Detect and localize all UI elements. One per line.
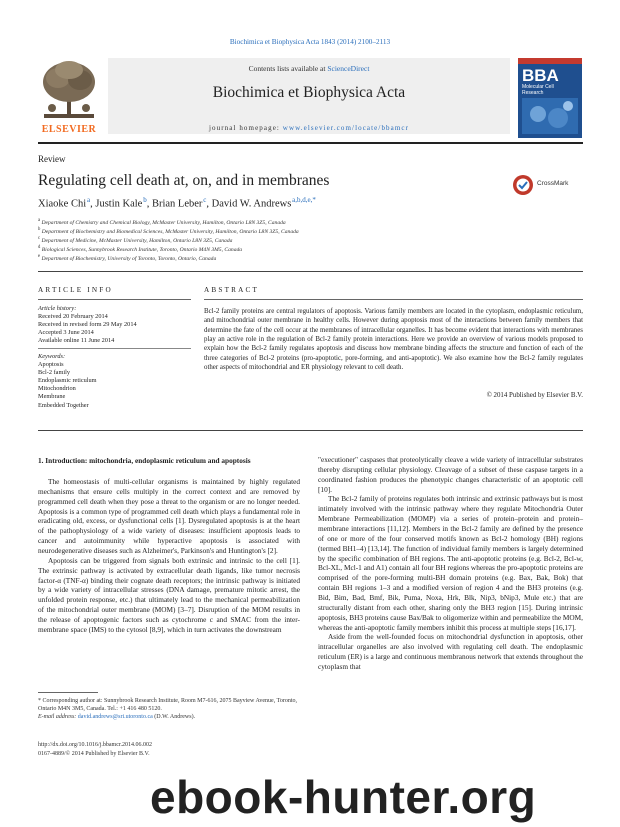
email-line xyxy=(38,713,300,721)
journal-citation[interactable]: Biochimica et Biophysica Acta 1843 (2014) 2100–2113 xyxy=(229,38,391,46)
bba-cover-subtitle-1: Molecular Cell xyxy=(522,84,554,90)
affiliation-sup: e xyxy=(38,254,41,259)
abstract-heading: ABSTRACT xyxy=(204,286,260,294)
abstract-copyright: © 2014 Published by Elsevier B.V. xyxy=(486,392,583,399)
affiliation-sup: b xyxy=(38,227,41,232)
author-name[interactable]: Brian Leber xyxy=(151,198,203,210)
homepage-prefix: journal homepage: xyxy=(208,124,283,132)
masthead-divider xyxy=(38,142,583,144)
issn-line: 0167-4889/© 2014 Published by Elsevier B.V. xyxy=(38,751,150,757)
affiliation-text: Biological Sciences, Sunnybrook Research Institute, Toronto, Ontario M4N 3M5, Canada xyxy=(41,246,243,253)
homepage-link[interactable]: www.elsevier.com/locate/bbamcr xyxy=(282,124,410,132)
author-name[interactable]: David W. Andrews xyxy=(211,198,292,210)
keyword-item: Mitochondrion xyxy=(38,385,76,393)
body-right-column xyxy=(318,455,583,672)
section-title: 1. Introduction: mitochondria, endoplasmic reticulum and apoptosis xyxy=(38,456,251,465)
info-separator xyxy=(38,348,191,349)
affiliation-text: Department of Biochemistry and Biomedical Sciences, McMaster University, Hamilton, Ontario L8N 3Z5, Canada xyxy=(41,228,299,235)
affiliation-sup: c xyxy=(38,236,41,241)
author-name[interactable]: Justin Kale xyxy=(95,198,143,210)
elsevier-wordmark: ELSEVIER xyxy=(41,124,97,135)
affiliation-text: Department of Chemistry and Chemical Biology, McMaster University, Hamilton, Ontario L8N 3Z5, Canada xyxy=(41,219,286,226)
bba-cover-subtitle-2: Research xyxy=(522,90,544,96)
crossmark-icon xyxy=(512,174,534,196)
affiliation xyxy=(38,245,242,253)
affiliation-sup: d xyxy=(38,245,41,250)
bba-cover-title: BBA xyxy=(522,66,559,85)
header-divider xyxy=(38,271,583,272)
keyword-item: Embedded Together xyxy=(38,401,89,409)
masthead-center xyxy=(108,58,510,134)
email-suffix: (D.W. Andrews). xyxy=(152,714,196,720)
journal-homepage xyxy=(108,124,510,132)
author-affil-sup[interactable]: c xyxy=(203,196,207,204)
affiliation-text: Department of Biochemistry, University of Toronto, Toronto, Ontario, Canada xyxy=(41,255,217,262)
journal-cover xyxy=(518,58,582,138)
journal-masthead xyxy=(38,58,583,138)
author-affil-sup[interactable]: b xyxy=(143,196,147,204)
affiliation xyxy=(38,227,299,235)
crossmark-label: CrossMark xyxy=(537,180,569,187)
email-label: E-mail address: xyxy=(38,714,78,720)
doi-link[interactable]: http://dx.doi.org/10.1016/j.bbamcr.2014.06.002 xyxy=(38,742,153,748)
sciencedirect-link[interactable]: ScienceDirect xyxy=(327,64,370,73)
watermark-text: ebook-hunter.org xyxy=(150,771,537,823)
history-item: Available online 11 June 2014 xyxy=(38,337,115,345)
body-paragraph: "executioner" caspases that proteolytically cleave a wide variety of intracellular substrates thereby disrupting cellular physiology. Cleavage of a subset of these caspase targets in a coordinated fashion produces the phenotypic changes characteristic of an apoptotic cell [10]. xyxy=(318,455,583,494)
body-paragraph: The homeostasis of multi-cellular organisms is maintained by highly regulated mechanisms that ensure cells multiply in the correct context and are removed by programmed cell death when they pose a threat to the organism or are no longer needed. Apoptosis is a common type of programmed cell death which plays a fundamental role in eradicating old, excess, or dysfunctional cells [1]. Dysregulated apoptosis is at the heart of the pathophysiology of a wide variety of diseases: insufficient apoptosis leads to cancer and autoimmunity while hyperactive apoptosis is associated with neurodegenerative diseases such as Alzheimer's, Parkinson's and Huntington's [2]. xyxy=(38,477,300,556)
history-item: Received in revised form 29 May 2014 xyxy=(38,321,137,329)
article-info-rule xyxy=(38,299,191,300)
keywords-label: Keywords: xyxy=(38,353,66,360)
history-label: Article history: xyxy=(38,305,77,312)
article-info-heading: ARTICLE INFO xyxy=(38,286,113,294)
body-left-column xyxy=(38,477,300,635)
affiliation xyxy=(38,236,232,244)
keyword-item: Membrane xyxy=(38,393,66,401)
elsevier-logo xyxy=(38,58,100,138)
corresponding-author-note: * Corresponding author at: Sunnybrook Research Institute, Room M7-616, 2075 Bayview Avenue, Toronto, Ontario M4N 3M5, Canada. Tel.: +1 416 480 5120. xyxy=(38,698,297,712)
elsevier-tree-icon xyxy=(38,58,100,124)
author-affil-sup[interactable]: a,b,d,e,* xyxy=(292,196,316,204)
journal-title: Biochimica et Biophysica Acta xyxy=(212,84,406,101)
footnote-rule xyxy=(38,692,98,693)
affiliation-text: Department of Medicine, McMaster University, Hamilton, Ontario L8N 3Z5, Canada xyxy=(41,237,233,244)
email-link[interactable]: david.andrews@sri.utoronto.ca xyxy=(77,714,153,720)
article-title: Regulating cell death at, on, and in membranes xyxy=(38,172,330,189)
crossmark-badge[interactable] xyxy=(512,174,582,196)
abstract-divider xyxy=(38,430,583,431)
body-paragraph: The Bcl-2 family of proteins regulates both intrinsic and extrinsic pathways but is most intimately involved with the intrinsic pathway where they regulate Mitochondria Outer Membrane Permeabilization (MOMP) via a series of protein–protein and protein–membrane interactions [11,12]. Members in the Bcl-2 family are defined by the presence of one or more of the four conserved motifs known as Bcl-2 homology (BH) regions (termed BH1–4) [13,14]. The function of individual family members is largely determined by the specific combination of BH regions. The anti-apoptotic proteins (e.g. Bcl-2, Bcl-w, Bcl-XL, Mcl-1 and A1) contain all four BH regions whereas the pro-apoptotic proteins are comprised of the pore-forming multi-BH domain proteins (e.g. Bax, Bak, Bok) that contain BH regions 1–3 and a modified version of region 4 and the BH3 proteins (e.g. Bid, Bim, Bad, Bmf, Bik, Puma, Noxa, Hrk, Blk, Nip3, bNip3, Mule etc.) that are structurally distant from each other, sharing only the BH3 region [15]. During intrinsic apoptosis, BH3 proteins cause Bax/Bak to oligomerize within and permeabilize the MOM, whereas the anti-apoptotic family members inhibit this process at multiple steps [16,17]. xyxy=(318,494,583,632)
affiliation-sup: a xyxy=(38,218,41,223)
article-type: Review xyxy=(38,154,66,164)
author-list: Xiaoke Chi $^a$, Justin Kale $^b$, Brian Leber $^c$, David W. Andrews $^{a,b,d,e,*}$ xyxy=(38,196,316,210)
affiliation xyxy=(38,218,286,226)
author-affil-sup[interactable]: a xyxy=(87,196,91,204)
keyword-item: Bcl-2 family xyxy=(38,369,71,377)
body-paragraph: Apoptosis can be triggered from signals both extrinsic and intrinsic to the cell [1]. The extrinsic pathway is activated by extracellular death ligands, like tumor necrosis factor-α (TNF-α) binding their cognate death receptors; the intrinsic pathway is initiated by a wide variety of intracellular stresses (DNA damage, premature mitotic arrest, the unfolded protein response, etc.) that ultimately lead to the mechanical permeabilization of the mitochondrial outer membrane (MOM) [3–7]. Disruption of the MOM results in the release of apoptogenic factors such as cytochrome c and SMAC from the inter-membrane space (IMS) to the cytosol [8,9], which in turn activates the downstream xyxy=(38,555,300,634)
contents-prefix: Contents lists available at xyxy=(248,64,328,73)
history-item: Accepted 3 June 2014 xyxy=(38,329,94,337)
body-paragraph: Aside from the well-founded focus on mitochondrial dysfunction in apoptosis, other intracellular organelles are also involved with regulating cell death. The endoplasmic reticulum (ER) is a large and continuous membranous network that extends throughout the cytoplasm that xyxy=(318,632,583,672)
history-item: Received 20 February 2014 xyxy=(38,313,108,321)
contents-line xyxy=(108,64,510,73)
article-history xyxy=(38,305,137,345)
affiliation xyxy=(38,254,216,262)
abstract-text: Bcl-2 family proteins are central regulators of apoptosis. Various family members are located in the cytoplasm, endoplasmic reticulum, and mitochondrial outer membrane in healthy cells. However during apoptosis most of the interactions between family members that determine the fate of the cell occur at the membranes of intracellular organelles. It has become evident that interactions with membranes play an active role in the regulation of Bcl-2 family protein interactions. Here we provide an overview of various models proposed to explain how the Bcl-2 family regulates apoptosis and discuss how membrane binding affects the structure and function of each of the three categories of Bcl-2 proteins (pro-apoptotic, pore-forming, and anti-apoptotic). We also examine how the Bcl-2 family regulates other aspects of mitochondrial and ER physiology relevant to cell death. xyxy=(204,308,583,372)
abstract-rule xyxy=(204,299,583,300)
bba-cover-subtitle xyxy=(522,84,554,96)
author-name[interactable]: Xiaoke Chi xyxy=(38,198,87,210)
keywords xyxy=(38,353,97,410)
keyword-item: Endoplasmic reticulum xyxy=(38,377,97,385)
keyword-item: Apoptosis xyxy=(38,361,64,369)
